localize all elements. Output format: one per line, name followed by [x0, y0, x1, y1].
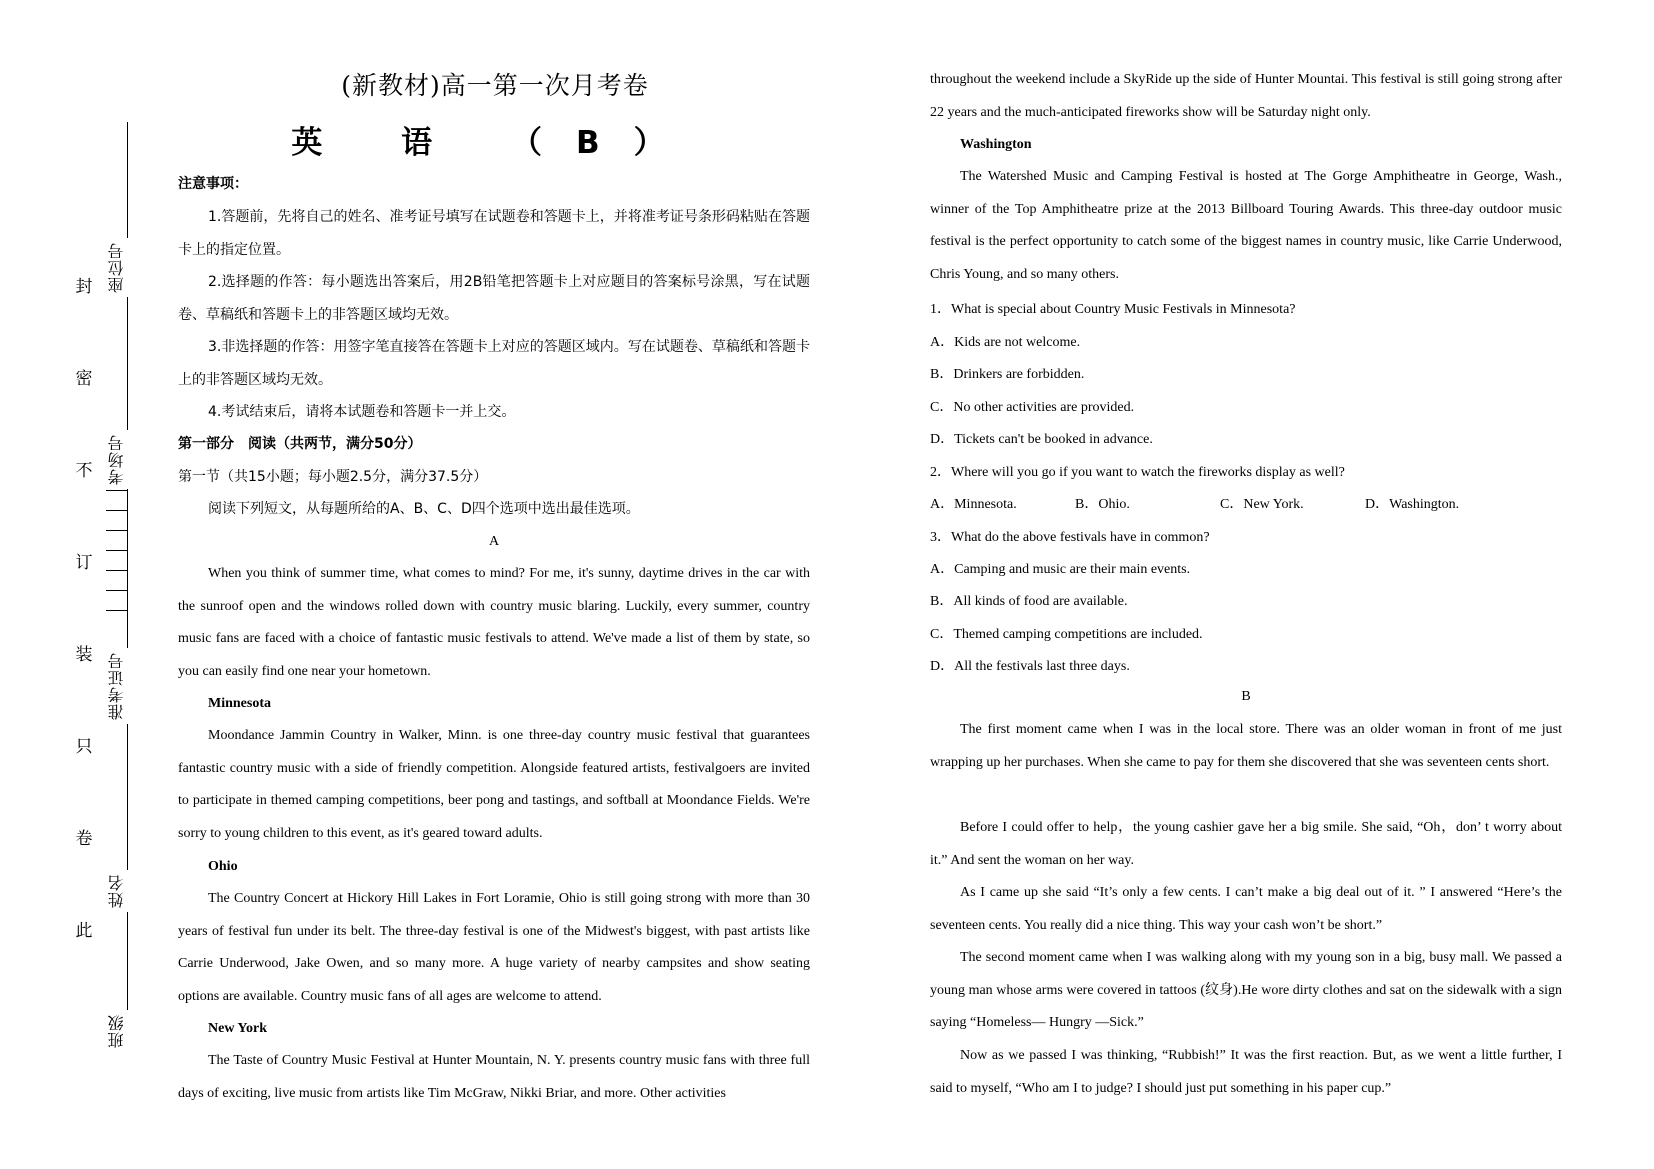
question-stem: 3．What do the above festivals have in common? [930, 530, 1210, 545]
hatch-mark [106, 530, 128, 545]
question-stem: 1．What is special about Country Music Festivals in Minnesota? [930, 302, 1296, 317]
question-option[interactable]: A．Kids are not welcome. [930, 335, 1081, 350]
seal-char: 订 [75, 553, 93, 572]
question-option[interactable]: B．Drinkers are forbidden. [930, 367, 1085, 382]
notice-title: 注意事项： [178, 176, 248, 192]
question-option[interactable]: C．Themed camping competitions are included. [930, 627, 1203, 642]
question-option[interactable]: D．All the festivals last three days. [930, 659, 1130, 674]
passage-a-intro: When you think of summer time, what comes to mind? For me, it's sunny, daytime drives in the car with the sunroof open and the windows rolled down with country music blaring. Luckily, every summer, country music fans are faced with a choice of fantastic music festivals to attend. We've made a list of them by state, so you can easily find one near your hometown. [178, 566, 810, 679]
hatch-mark [106, 590, 128, 605]
newyork-paragraph-1: The Taste of Country Music Festival at Hunter Mountain, N. Y. presents country music fans with three full days of exciting, live music from artists like Tim McGraw, Nikki Briar, and more. Other activities [178, 1053, 810, 1101]
minnesota-paragraph: Moondance Jammin Country in Walker, Minn. is one three-day country music festival that guarantees fantastic country music with a side of friendly competition. Alongside featured artists, festivalgoers are invited to participate in themed camping competitions, beer pong and tastings, and softball at Moondance Fields. We're sorry to young children to this event, as it's geared toward adults. [178, 728, 810, 841]
instruction: 阅读下列短文，从每题所给的A、B、C、D四个选项中选出最佳选项。 [208, 501, 640, 517]
exam-room-field[interactable]: 考场号 [106, 430, 132, 489]
question-stem: 2．Where will you go if you want to watch the fireworks display as well? [930, 465, 1345, 480]
hatch-mark [106, 550, 128, 565]
hatch-mark [106, 610, 128, 625]
section1-title: 第一节（共15小题；每小题2.5分，满分37.5分） [178, 469, 488, 485]
seal-char: 封 [75, 277, 93, 296]
question-option[interactable]: D．Tickets can't be booked in advance. [930, 432, 1153, 447]
question-option[interactable]: B．All kinds of food are available. [930, 594, 1128, 609]
notice-item: 2.选择题的作答：每小题选出答案后，用2B铅笔把答题卡上对应题目的答案标号涂黑，写在试题卷、草稿纸和答题卡上的非答题区域均无效。 [178, 274, 810, 323]
washington-paragraph: The Watershed Music and Camping Festival is hosted at The Gorge Amphitheatre in George, Wash., winner of the Top Amphitheatre prize at the 2013 Billboard Touring Awards. This three-day outdoor music festival is the perfect opportunity to catch some of the biggest names in country music, like Carrie Underwood, Chris Young, and so many others. [930, 169, 1562, 282]
ohio-paragraph: The Country Concert at Hickory Hill Lakes in Fort Loramie, Ohio is still going strong with more than 30 years of festival fun under its belt. The three-day festival is one of the Midwest's biggest, with past artists like Carrie Underwood, Jake Owen, and so many more. A huge variety of nearby campsites and show seating options are available. Country music fans of all ages are welcome to attend. [178, 891, 810, 1004]
passage-b-paragraph: The first moment came when I was in the local store. There was an older woman in front of me just wrapping up her purchases. When she came to pay for them she discovered that she was seventeen cents short. [930, 722, 1562, 770]
question-option[interactable]: A．Minnesota. [930, 497, 1017, 512]
passage-b-paragraph: As I came up she said “It’s only a few cents. I can’t make a big deal out of it. ” I answered “Here’s the seventeen cents. You really did a nice thing. This way your cash won’t be short.” [930, 885, 1562, 933]
ticket-number-field[interactable]: 准考证号 [106, 648, 132, 724]
question-option[interactable]: A．Camping and music are their main events. [930, 562, 1191, 577]
name-field[interactable]: 姓名 [106, 870, 132, 912]
question-option[interactable]: B．Ohio. [1075, 497, 1130, 512]
seal-char: 卷 [75, 829, 93, 848]
newyork-paragraph-2: throughout the weekend include a SkyRide up the side of Hunter Mountai. This festival is still going strong after 22 years and the much-anticipated fireworks show will be Saturday night only. [930, 72, 1562, 120]
newyork-heading: New York [208, 1021, 267, 1036]
hatch-mark [106, 570, 128, 585]
passage-b-paragraph: Before I could offer to help，the young cashier gave her a big smile. She said, “Oh，don’ t worry about it.” And sent the woman on her way. [930, 820, 1562, 868]
ohio-heading: Ohio [208, 859, 238, 874]
seal-char: 此 [75, 921, 93, 940]
passage-b-label: B [1241, 689, 1251, 704]
notice-item: 3.非选择题的作答：用签字笔直接答在答题卡上对应的答题区域内。写在试题卷、草稿纸和答题卡上的非答题区域均无效。 [178, 339, 810, 388]
question-option[interactable]: C．No other activities are provided. [930, 400, 1135, 415]
seal-char: 装 [75, 645, 93, 664]
seal-char: 密 [75, 369, 93, 388]
seat-number-field[interactable]: 座位号 [106, 238, 132, 297]
seal-char: 不 [75, 461, 93, 480]
part1-title: 第一部分 阅读（共两节，满分50分） [178, 436, 422, 452]
question-option[interactable]: C．New York. [1220, 497, 1304, 512]
exam-title: (新教材)高一第一次月考卷 [341, 71, 649, 100]
seal-char: 只 [75, 737, 93, 756]
notice-item: 1.答题前，先将自己的姓名、准考证号填写在试题卷和答题卡上，并将准考证号条形码粘贴在答题卡上的指定位置。 [178, 209, 810, 258]
class-field[interactable]: 班级 [106, 1010, 132, 1052]
hatch-mark [106, 490, 128, 505]
washington-heading: Washington [960, 137, 1032, 152]
passage-b-paragraph: Now as we passed I was thinking, “Rubbish!” It was the first reaction. But, as we went a little further, I said to myself, “Who am I to judge? I should just put something in his paper cup.” [930, 1048, 1562, 1096]
passage-a-label: A [488, 534, 500, 549]
subject-title: 英 语 （B） [291, 125, 699, 161]
hatch-mark [106, 510, 128, 525]
binding-margin [0, 0, 150, 1169]
minnesota-heading: Minnesota [208, 696, 271, 711]
question-option[interactable]: D．Washington. [1365, 497, 1460, 512]
notice-item: 4.考试结束后，请将本试题卷和答题卡一并上交。 [208, 404, 516, 420]
passage-b-paragraph: The second moment came when I was walking along with my young son in a big, busy mall. We passed a young man whose arms were covered in tattoos (纹身).He wore dirty clothes and sat on the sidewalk with a sign saying “Homeless— Hungry —Sick.” [930, 950, 1562, 1030]
